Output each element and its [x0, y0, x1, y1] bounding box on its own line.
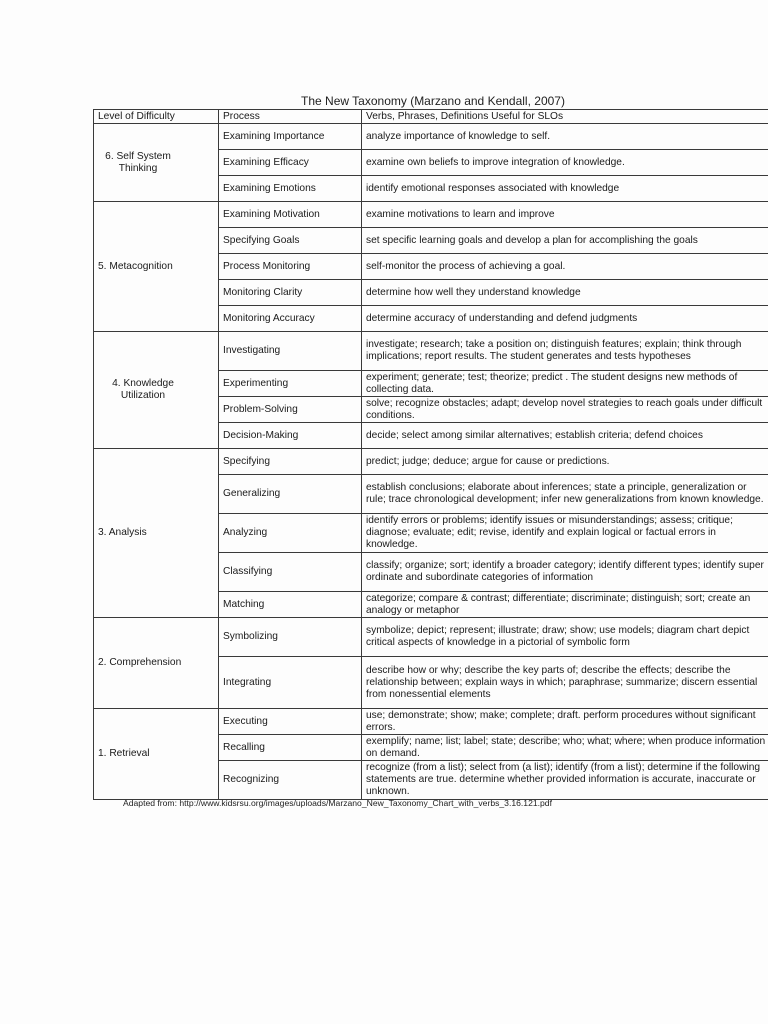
process-cell: Generalizing: [219, 475, 362, 514]
process-cell: Analyzing: [219, 514, 362, 553]
process-cell: Specifying Goals: [219, 228, 362, 254]
process-cell: Examining Importance: [219, 124, 362, 150]
source-footnote: Adapted from: http://www.kidsrsu.org/images/uploads/Marzano_New_Taxonomy_Chart_with_verbs_3.16.121.pdf: [123, 798, 552, 808]
process-cell: Symbolizing: [219, 618, 362, 657]
level-cell: 5. Metacognition: [94, 202, 219, 332]
process-cell: Matching: [219, 592, 362, 618]
level-cell: 3. Analysis: [94, 449, 219, 618]
level-cell: [94, 124, 219, 202]
verbs-cell: examine motivations to learn and improve: [362, 202, 768, 228]
verbs-cell: determine accuracy of understanding and defend judgments: [362, 306, 768, 332]
verbs-cell: predict; judge; deduce; argue for cause or predictions.: [362, 449, 768, 475]
process-cell: Examining Efficacy: [219, 150, 362, 176]
header-verbs: Verbs, Phrases, Definitions Useful for SLOs: [362, 110, 768, 124]
verbs-cell: self-monitor the process of achieving a goal.: [362, 254, 768, 280]
table-row: [94, 332, 768, 371]
table-row: [94, 618, 768, 657]
table-row: [94, 709, 768, 735]
verbs-cell: investigate; research; take a position on; distinguish features; explain; think through implications; report results. The student generates and tests hypotheses: [362, 332, 768, 371]
verbs-cell: symbolize; depict; represent; illustrate; draw; show; use models; diagram chart depict critical aspects of knowledge in a pictorial of symbolic form: [362, 618, 768, 657]
verbs-cell: categorize; compare & contrast; differentiate; discriminate; distinguish; sort; create an analogy or metaphor: [362, 592, 768, 618]
table-row: [94, 202, 768, 228]
process-cell: Specifying: [219, 449, 362, 475]
header-process: Process: [219, 110, 362, 124]
table-row: [94, 449, 768, 475]
process-cell: Process Monitoring: [219, 254, 362, 280]
verbs-cell: set specific learning goals and develop a plan for accomplishing the goals: [362, 228, 768, 254]
process-cell: Problem-Solving: [219, 397, 362, 423]
process-cell: Recalling: [219, 735, 362, 761]
verbs-cell: identify errors or problems; identify issues or misunderstandings; assess; critique; diagnose; evaluate; edit; revise, identify and explain logical or factual errors in knowledge.: [362, 514, 768, 553]
process-cell: Monitoring Accuracy: [219, 306, 362, 332]
process-cell: Examining Emotions: [219, 176, 362, 202]
table-header-row: [94, 110, 768, 124]
taxonomy-table: [93, 109, 768, 800]
verbs-cell: experiment; generate; test; theorize; predict . The student designs new methods of collecting data.: [362, 371, 768, 397]
verbs-cell: establish conclusions; elaborate about inferences; state a principle, generalization or rule; trace chronological development; infer new generalizations from known knowledge.: [362, 475, 768, 514]
verbs-cell: solve; recognize obstacles; adapt; develop novel strategies to reach goals under difficult conditions.: [362, 397, 768, 423]
level-label: 4. Knowledge Utilization: [112, 378, 174, 401]
process-cell: Experimenting: [219, 371, 362, 397]
verbs-cell: determine how well they understand knowledge: [362, 280, 768, 306]
process-cell: Executing: [219, 709, 362, 735]
verbs-cell: exemplify; name; list; label; state; describe; who; what; where; when produce information on demand.: [362, 735, 768, 761]
process-cell: Examining Motivation: [219, 202, 362, 228]
header-level: Level of Difficulty: [94, 110, 219, 124]
process-cell: Recognizing: [219, 761, 362, 800]
verbs-cell: classify; organize; sort; identify a broader category; identify different types; identify super ordinate and subordinate categories of information: [362, 553, 768, 592]
process-cell: Classifying: [219, 553, 362, 592]
verbs-cell: decide; select among similar alternatives; establish criteria; defend choices: [362, 423, 768, 449]
table-row: [94, 124, 768, 150]
verbs-cell: describe how or why; describe the key parts of; describe the effects; describe the relationship between; explain ways in which; paraphrase; summarize; discern essential from nonessential elements: [362, 657, 768, 709]
process-cell: Investigating: [219, 332, 362, 371]
level-cell: [94, 332, 219, 449]
process-cell: Monitoring Clarity: [219, 280, 362, 306]
verbs-cell: recognize (from a list); select from (a list); identify (from a list); determine if the following statements are true. determine whether provided information is accurate, inaccurate or unknown.: [362, 761, 768, 800]
level-cell: 1. Retrieval: [94, 709, 219, 800]
level-cell: 2. Comprehension: [94, 618, 219, 709]
verbs-cell: analyze importance of knowledge to self.: [362, 124, 768, 150]
verbs-cell: examine own beliefs to improve integration of knowledge.: [362, 150, 768, 176]
document-title: The New Taxonomy (Marzano and Kendall, 2007): [301, 94, 565, 108]
level-label: 6. Self System Thinking: [105, 150, 171, 174]
verbs-cell: use; demonstrate; show; make; complete; draft. perform procedures without significant errors.: [362, 709, 768, 735]
verbs-cell: identify emotional responses associated with knowledge: [362, 176, 768, 202]
process-cell: Decision-Making: [219, 423, 362, 449]
process-cell: Integrating: [219, 657, 362, 709]
